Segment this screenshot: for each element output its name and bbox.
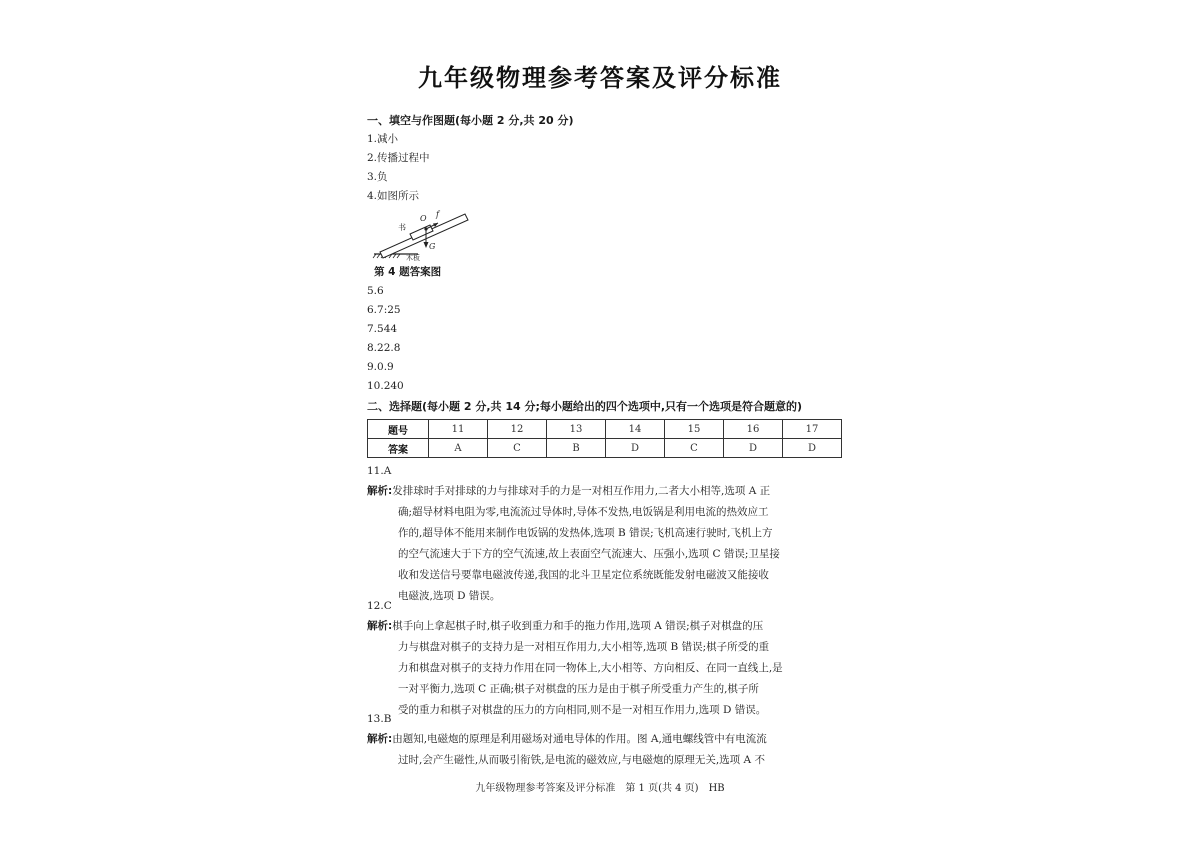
table-cell: D xyxy=(783,439,842,458)
figure-label-book: 书 xyxy=(398,223,406,232)
question-11-explanation xyxy=(367,481,845,607)
answer-3: 3.负 xyxy=(367,171,388,183)
answer-5: 5.6 xyxy=(367,285,384,297)
figure-label-board: 木板 xyxy=(406,254,420,262)
explanation-line: 力与棋盘对棋子的支持力是一对相互作用力,大小相等,选项 B 错误;棋子所受的重 xyxy=(398,641,770,653)
question-12-answer: 12.C xyxy=(367,600,392,612)
section1-heading: 一、填空与作图题(每小题 2 分,共 20 分) xyxy=(367,114,574,127)
answer-10: 10.240 xyxy=(367,380,404,392)
answer-8: 8.22.8 xyxy=(367,342,401,354)
q4-answer-figure xyxy=(370,208,480,266)
question-13-explanation xyxy=(367,729,845,771)
page-footer: 九年级物理参考答案及评分标准 第 1 页(共 4 页) HB xyxy=(475,783,725,794)
table-cell: 11 xyxy=(429,420,488,439)
explanation-line: 电磁波,选项 D 错误。 xyxy=(398,590,501,602)
answer-6: 6.7:25 xyxy=(367,304,401,316)
explanation-line: 确;超导材料电阻为零,电流流过导体时,导体不发热,电饭锅是利用电流的热效应工 xyxy=(398,506,769,518)
table-cell: 17 xyxy=(783,420,842,439)
explanation-line: 棋手向上拿起棋子时,棋子收到重力和手的拖力作用,选项 A 错误;棋子对棋盘的压 xyxy=(392,620,764,632)
table-row-numbers xyxy=(368,420,842,439)
table-cell: B xyxy=(547,439,606,458)
answer-7: 7.544 xyxy=(367,323,398,335)
table-cell: 14 xyxy=(606,420,665,439)
figure-label-g: G xyxy=(429,242,436,251)
answer-9: 9.0.9 xyxy=(367,361,394,373)
explanation-line: 力和棋盘对棋子的支持力作用在同一物体上,大小相等、方向相反、在同一直线上,是 xyxy=(398,662,783,674)
explanation-line: 收和发送信号要靠电磁波传递,我国的北斗卫星定位系统既能发射电磁波又能接收 xyxy=(398,569,769,581)
table-row-label: 答案 xyxy=(368,439,429,458)
explanation-line: 过时,会产生磁性,从而吸引衔铁,是电流的磁效应,与电磁炮的原理无关,选项 A 不 xyxy=(398,754,765,766)
table-row-answers xyxy=(368,439,842,458)
table-row-label: 题号 xyxy=(368,420,429,439)
question-12-explanation xyxy=(367,616,845,721)
section2-heading: 二、选择题(每小题 2 分,共 14 分;每小题给出的四个选项中,只有一个选项是符合题意的) xyxy=(367,400,803,413)
question-13-answer: 13.B xyxy=(367,713,392,725)
explanation-label: 解析: xyxy=(367,485,393,497)
figure-caption: 第 4 题答案图 xyxy=(374,266,442,278)
explanation-line: 的空气流速大于下方的空气流速,故上表面空气流速大、压强小,选项 C 错误;卫星接 xyxy=(398,548,780,560)
table-cell: D xyxy=(606,439,665,458)
table-cell: 16 xyxy=(724,420,783,439)
table-cell: C xyxy=(488,439,547,458)
explanation-line: 由题知,电磁炮的原理是利用磁场对通电导体的作用。图 A,通电螺线管中有电流流 xyxy=(392,733,767,745)
answer-2: 2.传播过程中 xyxy=(367,152,430,164)
explanation-label: 解析: xyxy=(367,733,393,745)
figure-label-o: O xyxy=(420,214,427,223)
table-cell: 13 xyxy=(547,420,606,439)
explanation-line: 一对平衡力,选项 C 正确;棋子对棋盘的压力是由于棋子所受重力产生的,棋子所 xyxy=(398,683,759,695)
answer-1: 1.减小 xyxy=(367,133,399,145)
explanation-label: 解析: xyxy=(367,620,393,632)
question-11-answer: 11.A xyxy=(367,465,392,477)
explanation-line: 发排球时手对排球的力与排球对手的力是一对相互作用力,二者大小相等,选项 A 正 xyxy=(392,485,771,497)
choice-answer-table xyxy=(367,419,842,458)
table-cell: 15 xyxy=(665,420,724,439)
table-cell: C xyxy=(665,439,724,458)
page-title: 九年级物理参考答案及评分标准 xyxy=(418,64,782,92)
explanation-line: 作的,超导体不能用来制作电饭锅的发热体,选项 B 错误;飞机高速行驶时,飞机上方 xyxy=(398,527,773,539)
answer-4: 4.如图所示 xyxy=(367,190,420,202)
figure-label-f: f xyxy=(436,210,439,219)
explanation-line: 受的重力和棋子对棋盘的压力的方向相同,则不是一对相互作用力,选项 D 错误。 xyxy=(398,704,767,716)
table-cell: A xyxy=(429,439,488,458)
table-cell: D xyxy=(724,439,783,458)
table-cell: 12 xyxy=(488,420,547,439)
